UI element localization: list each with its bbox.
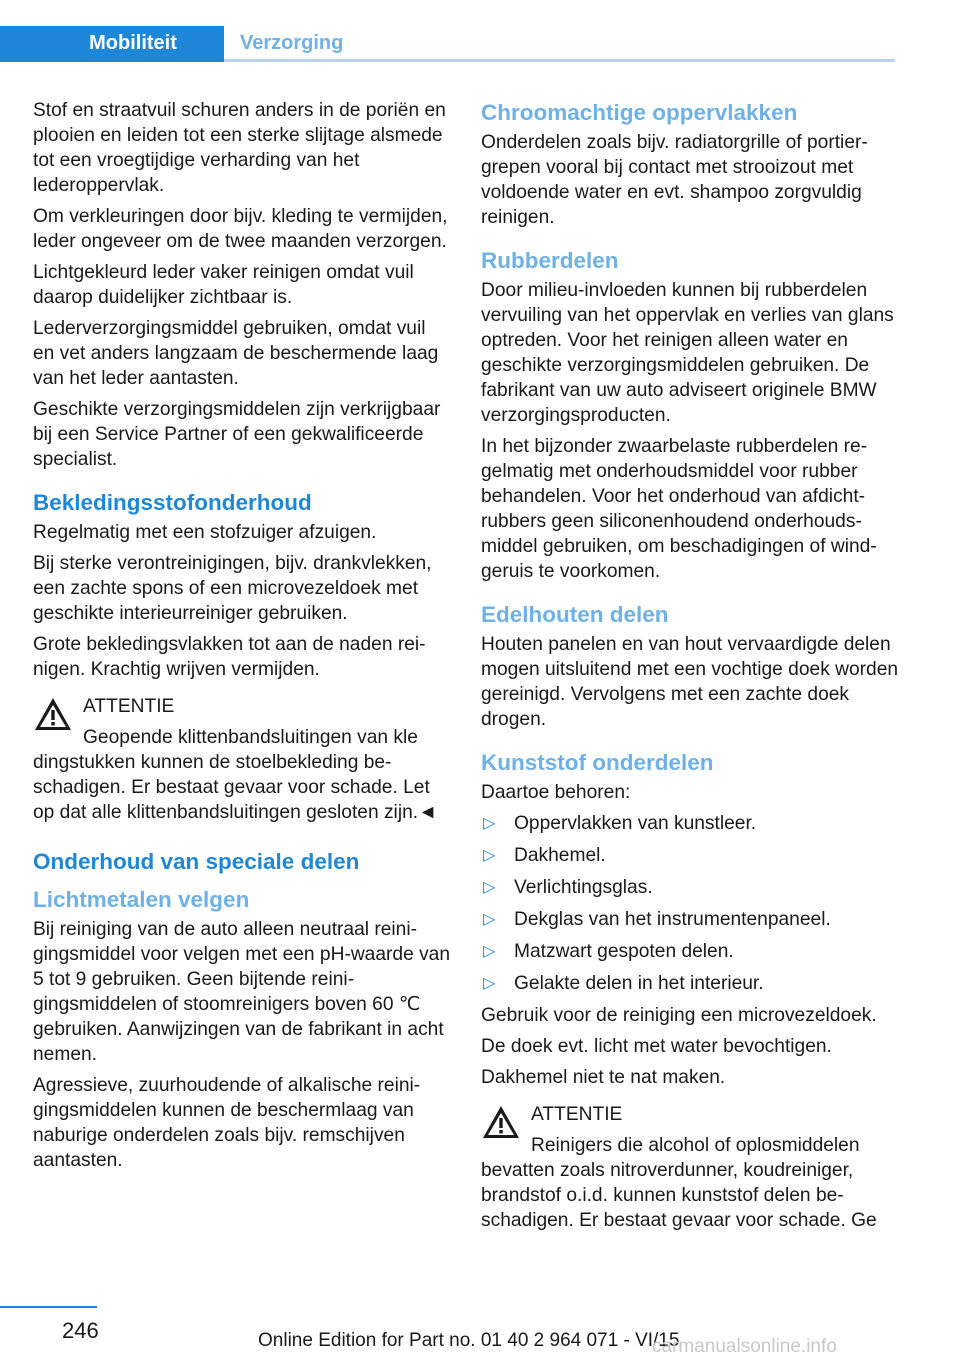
bullet-triangle-icon: ▷: [483, 975, 496, 992]
warning-text: Reinigers die alcohol of oplosmiddelen: [531, 1135, 860, 1156]
warning-triangle-icon: [481, 1104, 521, 1140]
heading-bekledingsstofonderhoud: Bekledingsstofonderhoud: [33, 490, 312, 515]
warning-text: dingstukken kunnen de stoelbekleding beschadigen. Er bestaat gevaar voor schade. Let op dat alle klittenbandsluitingen gesloten zijn.◄: [33, 752, 438, 823]
paragraph: Daartoe behoren:: [481, 782, 631, 803]
paragraph: Regelmatig met een stofzuiger afzuigen.: [33, 522, 377, 543]
list-item: ▷ Gelakte delen in het interieur.: [483, 973, 764, 994]
paragraph: Gebruik voor de reiniging een microvezeldoek.: [481, 1005, 877, 1026]
heading-speciale-delen: Onderhoud van speciale delen: [33, 849, 360, 874]
bullet-triangle-icon: ▷: [483, 943, 496, 960]
bullet-triangle-icon: ▷: [483, 879, 496, 896]
paragraph: Geschikte verzorgingsmiddelen zijn verkrijgbaar bij een Service Partner of een gekwalificeerde specialist.: [33, 399, 441, 470]
paragraph: In het bijzonder zwaarbelaste rubberdelen regelmatig met onderhoudsmiddel voor rubber behandelen. Voor het onderhoud van afdichtrubbers geen siliconenhoudend onderhoudsmiddel gebruiken, om beschadigingen of windgeruis te voorkomen.: [481, 436, 877, 582]
paragraph: Door milieu-invloeden kunnen bij rubberdelen vervuiling van het oppervlak en verlies van glans optreden. Voor het reinigen alleen water en geschikte verzorgingsmiddelen gebruiken. De fabrikant van uw auto adviseert originele BMW verzorgingsproducten.: [481, 280, 894, 426]
section-tab-verzorging[interactable]: Verzorging: [240, 32, 344, 54]
paragraph: Onderdelen zoals bijv. radiatorgrille of portiergrepen vooral bij contact met strooizout met voldoende water en evt. shampoo zorgvuldig reinigen.: [481, 132, 868, 228]
paragraph: Dakhemel niet te nat maken.: [481, 1067, 726, 1088]
heading-rubberdelen: Rubberdelen: [481, 248, 619, 273]
warning-title: ATTENTIE: [83, 696, 175, 717]
heading-kunststof-onderdelen: Kunststof onderdelen: [481, 750, 714, 775]
warning-box: [481, 1102, 899, 1233]
warning-box: [33, 694, 451, 825]
bullet-triangle-icon: ▷: [483, 815, 496, 832]
page-header: [0, 26, 895, 62]
list-item: ▷ Oppervlakken van kunstleer.: [483, 813, 757, 834]
heading-lichtmetalen-velgen: Lichtmetalen velgen: [33, 887, 250, 912]
warning-text: Geopende klittenbandsluitingen van kle: [83, 727, 418, 748]
paragraph: Bij sterke verontreinigingen, bijv. drankvlekken, een zachte spons of een microvezeldoek met geschikte interieurreiniger gebruiken.: [33, 553, 432, 624]
list-item: ▷ Verlichtingsglas.: [483, 877, 653, 898]
bullet-triangle-icon: ▷: [483, 911, 496, 928]
bullet-list: [481, 811, 899, 996]
heading-edelhouten-delen: Edelhouten delen: [481, 602, 669, 627]
heading-chroomachtige-oppervlakken: Chroomachtige oppervlakken: [481, 100, 798, 125]
warning-text: bevatten zoals nitroverdunner, koudreiniger, brandstof o.i.d. kunnen kunststof delen beschadigen. Er bestaat gevaar voor schade. Ge: [481, 1160, 877, 1231]
footer-rule: [0, 1306, 97, 1308]
paragraph: De doek evt. licht met water bevochtigen.: [481, 1036, 832, 1057]
paragraph: Stof en straatvuil schuren anders in de poriën en plooien en leiden tot een sterke slijtage alsmede tot een vroegtijdige verharding van het lederoppervlak.: [33, 100, 446, 196]
list-item: ▷ Dekglas van het instrumentenpaneel.: [483, 909, 831, 930]
left-column: [33, 98, 451, 1179]
paragraph: Houten panelen en van hout vervaardigde delen mogen uitsluitend met een vochtige doek worden gereinigd. Vervolgens met een zachte doek drogen.: [481, 634, 899, 730]
bullet-triangle-icon: ▷: [483, 847, 496, 864]
paragraph: Agressieve, zuurhoudende of alkalische reinigingsmiddelen kunnen de beschermlaag van naburige onderdelen zoals bijv. remschijven aantasten.: [33, 1075, 421, 1171]
right-column: [481, 98, 899, 1239]
paragraph: Om verkleuringen door bijv. kleding te vermijden, leder ongeveer om de twee maanden verzorgen.: [33, 206, 448, 252]
watermark: carmanualsonline.info: [652, 1336, 837, 1357]
paragraph: Lichtgekleurd leder vaker reinigen omdat vuil daarop duidelijker zichtbaar is.: [33, 262, 414, 308]
paragraph: Bij reiniging van de auto alleen neutraal reinigingsmiddel voor velgen met een pH-waarde van 5 tot 9 gebruiken. Geen bijtende reinigingsmiddelen of stoomreinigers boven 60 ℃ gebruiken. Aanwijzingen van de fabrikant in acht nemen.: [33, 919, 451, 1065]
paragraph: Grote bekledingsvlakken tot aan de naden reinigen. Krachtig wrijven vermijden.: [33, 634, 426, 680]
list-item: ▷ Dakhemel.: [483, 845, 606, 866]
edition-text: Online Edition for Part no. 01 40 2 964 071 - VI/15: [258, 1330, 680, 1351]
warning-triangle-icon: [33, 696, 73, 732]
warning-title: ATTENTIE: [531, 1104, 623, 1125]
list-item: ▷ Matzwart gespoten delen.: [483, 941, 734, 962]
paragraph: Lederverzorgingsmiddel gebruiken, omdat vuil en vet anders langzaam de beschermende laag van het leder aantasten.: [33, 318, 439, 389]
page-number: 246: [62, 1318, 99, 1343]
section-tab-mobiliteit[interactable]: Mobiliteit: [0, 26, 224, 62]
